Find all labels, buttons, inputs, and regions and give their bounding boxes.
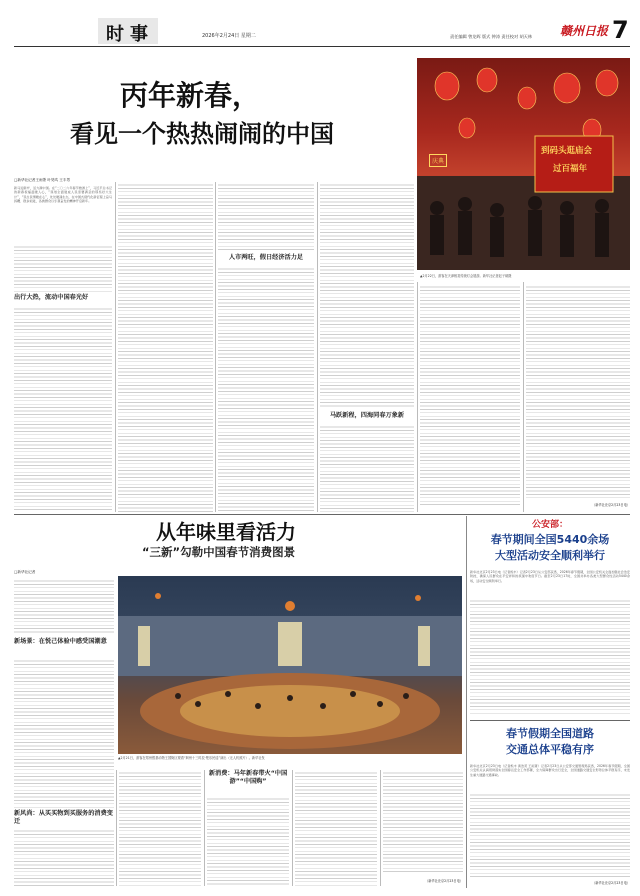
article3-headline-line2: 大型活动安全顺利举行 — [495, 549, 605, 562]
col-divider — [380, 770, 381, 886]
article2-col1-body-b — [14, 658, 114, 808]
article4-headline-line2: 交通总体平稳有序 — [506, 743, 594, 756]
col-divider — [292, 770, 293, 886]
photo-banner-line1: 到码头逛庙会 — [541, 146, 593, 156]
article2-photo-caption: ▲2月21日，游客在郑州银基动物王国街区观看“荆州十三时辰·楚乐民谣”演出（无人机照片）。新华社发 — [118, 756, 265, 760]
article3-kicker: 公安部： — [531, 520, 568, 530]
article2-headline-line2: “三新”勾勒中国春节消费图景 — [142, 545, 296, 559]
article1-headline — [70, 78, 400, 154]
article1-col5-body-a — [420, 284, 520, 506]
article1-col1-body — [14, 244, 112, 292]
article4-headline-line1: 春节假期全国道路 — [506, 727, 594, 740]
article1-col1-body-2 — [14, 306, 112, 512]
article1-photo-caption: ▲2月22日，游客在天津相赏传统灯会展游。新华社记者赵子硕摄 — [420, 274, 512, 278]
article2-byline: □新华社记者 — [14, 570, 36, 574]
article1-subhead-1: 出行大热，流动中国春光好 — [14, 294, 89, 301]
article1-headline-line2: 看见一个热热闹闹的中国 — [70, 119, 334, 148]
article4-ending: （新华社北京2月23日电） — [592, 881, 630, 885]
lantern-scene-illustration — [417, 58, 630, 270]
article2-headline — [14, 516, 462, 566]
col-divider — [523, 282, 524, 512]
article3-headline-line1: 春节期间全国5440余场 — [490, 533, 610, 546]
article1-col3-body-b — [218, 266, 314, 512]
article2-col3-body — [207, 796, 289, 886]
masthead-logo: 赣州日报 — [560, 24, 609, 38]
article1-col2-body — [118, 182, 213, 512]
article2-col1-body-c — [14, 828, 114, 886]
article4-body — [470, 792, 630, 878]
right-column-divider — [466, 516, 467, 888]
article1-byline: □新华社记者王雨萧 叶昊鸣 王丰男 — [14, 178, 70, 182]
article1-col4-body-a — [320, 182, 414, 408]
article1-subhead-2: 人市两旺，假日经济活力足 — [228, 254, 304, 261]
article1-subhead-3: 马跃新程，四海同春万象新 — [329, 412, 405, 419]
article4-lead: 新华社北京2月23日电（记者熊丰 黄浩苑 王雨萧）记者2月23日从公安部交通管理局获悉，2026年春节假期，全国公安机关认真贯彻落实全国春运安全工作部署，全力保障群众出行安全，全国道路交通安全形势总体平稳有序，未发生重大道路交通事故。 — [470, 764, 630, 777]
article2-col1-body-a — [14, 578, 114, 634]
article1-col4-body-b — [320, 424, 414, 512]
article2-col4-body — [295, 770, 377, 886]
page-number: 7 — [612, 16, 629, 44]
article2-subhead-2: 新风尚：从买买物到买服务的消费变迁 — [14, 810, 113, 825]
header-editors: 责任编辑 曾龙晖 版式 钟涛 责任校对 胡天林 — [450, 34, 533, 39]
col-divider — [204, 770, 205, 886]
article2-headline-line1: 从年味里看活力 — [156, 520, 296, 544]
article2-col5-body — [383, 770, 463, 874]
article2-col2-body — [119, 770, 201, 886]
article3-bottom-rule — [470, 720, 630, 721]
article2-subhead-3: 新消费：马年新春带火“中国游”“中国购” — [208, 770, 288, 785]
col-divider — [317, 182, 318, 512]
article1-ending: （新华社北京2月23日电） — [592, 503, 630, 507]
col-divider — [215, 182, 216, 512]
article1-col6-body — [526, 284, 630, 498]
article1-lead: 新马迎新岁，活力满中国。在“二〇二六年春节旅游上”，习近平总书记的新春祝福温暖人心，“谋划全面建成人民需要满意的那些好大生计”，“民生民情暖在心”，处处暖涌生态，在中国式现代化新征程上奋马扬鞭、稳步前进，各族群众以乐观奋发的精神开启新年。 — [14, 186, 112, 203]
col-divider — [115, 182, 116, 512]
section-header — [60, 18, 630, 44]
article1-headline-line1: 丙年新春， — [120, 79, 261, 112]
article3-headline — [470, 518, 630, 564]
article3-lead: 新华社北京2月23日电（记者熊丰）记者2月23日从公安部获悉，2026年春节假期，全国公安机关全面加强社会治安防控，确保人民群众在平安祥和的氛围中欢度节日。截至2月23日17时，全国共举办各类大型群众性活动5440余场，活动安全顺利举行。 — [470, 570, 630, 583]
article1-col3-body-a — [218, 182, 314, 250]
article3-body — [470, 598, 630, 714]
article2-ending: （新华社北京2月23日电） — [425, 879, 463, 883]
col-divider — [116, 770, 117, 886]
article2-photo — [118, 576, 462, 754]
article1-bottom-rule — [14, 514, 630, 515]
header-rule — [14, 46, 630, 47]
photo-sign: 庆典 — [429, 154, 447, 167]
section-title: 时事 — [106, 24, 154, 45]
photo-banner-line2: 过百福年 — [553, 164, 588, 174]
col-divider — [417, 282, 418, 512]
header-date: 2026年2月24日 星期二 — [202, 33, 256, 39]
article4-headline — [470, 726, 630, 758]
performance-stage-illustration — [118, 576, 462, 754]
article1-photo — [417, 58, 630, 270]
article2-subhead-1: 新场景：在悦己体验中感受国潮意 — [14, 638, 107, 645]
